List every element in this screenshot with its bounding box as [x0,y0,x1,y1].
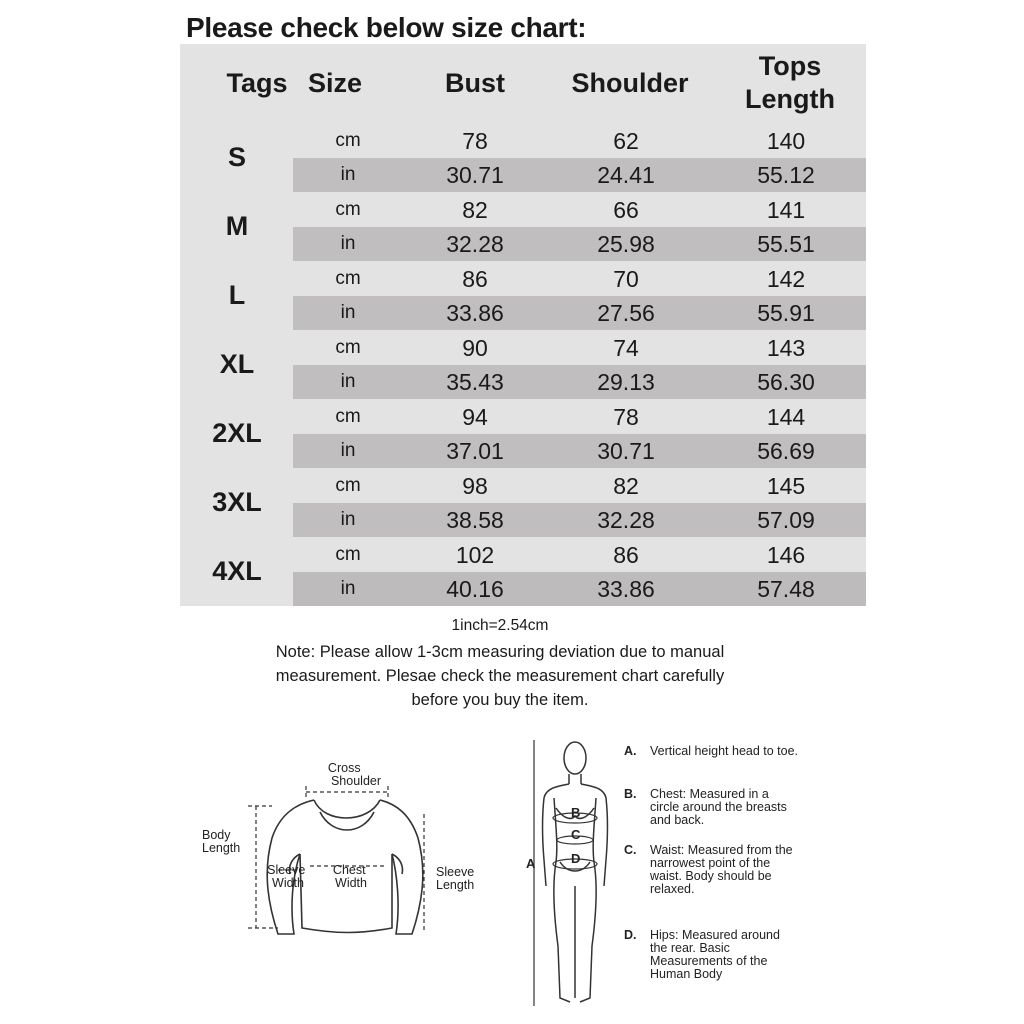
shoulder-value: 66 [613,196,639,223]
header-tags: Tags [226,67,288,98]
legend-letter: D. [624,928,637,942]
legend-text: Chest: Measured in a circle around the breasts and back. [650,787,787,827]
legend-letter: B. [624,787,637,801]
shoulder-value: 25.98 [597,230,655,257]
note-line: before you buy the item. [411,691,589,709]
tops-length-value: 57.48 [757,575,815,602]
shoulder-value: 32.28 [597,506,655,533]
unit-conversion: 1inch=2.54cm [451,617,549,634]
unit-label: in [340,440,356,461]
shoulder-value: 30.71 [597,437,655,464]
legend-text: Hips: Measured around the rear. Basic Measurements of the Human Body [650,928,780,981]
cross-shoulder-label-line: Shoulder [330,774,382,788]
table-row-in [293,434,866,468]
size-group-4xl [180,537,866,606]
size-tag: XL [219,349,255,379]
body-length-label [202,828,240,855]
sleeve-width-label-line: Width [272,876,304,890]
bust-value: 35.43 [446,368,504,395]
page-title: Please check below size chart: [186,12,587,43]
sleeve-length-label-line: Length [436,878,475,892]
tops-length-value: 144 [766,403,806,430]
shoulder-value: 74 [613,334,639,361]
header-shoulder: Shoulder [571,67,689,98]
size-group-l [180,261,866,330]
note-line: Note: Please allow 1-3cm measuring deviation due to manual [275,643,725,661]
bust-value: 32.28 [446,230,504,257]
marker-b: B [571,805,581,820]
tops-length-value: 55.51 [757,230,815,257]
unit-label: cm [335,337,361,358]
body-measurement-diagram [520,736,620,1012]
table-row-in [293,158,866,192]
size-tag: M [225,211,249,241]
bust-value: 30.71 [446,161,504,188]
size-group-xl [180,330,866,399]
tops-length-value: 57.09 [757,506,815,533]
unit-label: cm [335,544,361,565]
unit-label: in [340,302,356,323]
bust-value: 37.01 [446,437,504,464]
size-tag: 2XL [212,418,262,448]
chest-width-label-line: Chest [332,863,366,877]
tops-length-value: 55.91 [757,299,815,326]
tops-length-value: 56.69 [757,437,815,464]
unit-label: in [340,509,356,530]
bust-value: 102 [455,541,495,568]
unit-label: cm [335,130,361,151]
shoulder-value: 78 [613,403,639,430]
tops-length-value: 141 [766,196,806,223]
bust-value: 40.16 [446,575,504,602]
legend-text: Vertical height head to toe. [650,744,799,758]
unit-label: in [340,233,356,254]
size-group-m [180,192,866,261]
tops-length-value: 55.12 [757,161,815,188]
table-row-cm [293,469,866,503]
table-row-in [293,296,866,330]
cross-shoulder-label-line: Cross [327,761,361,775]
size-group-2xl [180,399,866,468]
unit-label: cm [335,268,361,289]
tops-length-value: 145 [766,472,806,499]
cross-shoulder-label [328,761,381,788]
measurement-bands [534,740,597,1006]
note-line: measurement. Plesae check the measurement chart carefully [275,667,725,685]
bust-value: 86 [462,265,488,292]
bust-value: 38.58 [446,506,504,533]
chest-width-label [333,863,369,890]
table-row-in [293,503,866,537]
shoulder-value: 33.86 [597,575,655,602]
sleeve-width-label [267,863,309,890]
sleeve-length-label-line: Sleeve [436,865,475,879]
size-tag: S [227,142,246,172]
unit-label: cm [335,199,361,220]
legend-letter: C. [624,843,637,857]
size-tag: 3XL [212,487,262,517]
bust-value: 98 [462,472,488,499]
bust-value: 33.86 [446,299,504,326]
header-tops-length: Tops Length [745,51,835,114]
table-row-cm [293,400,866,434]
shoulder-value: 24.41 [597,161,655,188]
shoulder-value: 29.13 [597,368,655,395]
legend-text: Waist: Measured from the narrowest point of the waist. Body should be relaxed. [650,843,793,896]
garment-measurement-diagram [196,758,496,958]
body-length-label-line: Length [202,841,241,855]
shoulder-value: 27.56 [597,299,655,326]
tops-length-value: 56.30 [757,368,815,395]
bust-value: 78 [462,127,488,154]
chest-width-label-line: Width [335,876,367,890]
legend-letter: A. [624,744,637,758]
human-figure [543,742,608,1002]
table-row-cm [293,124,866,158]
header-bust: Bust [445,67,505,98]
table-row-in [293,365,866,399]
tops-length-value: 140 [766,127,806,154]
sleeve-width-label-line: Sleeve [267,863,306,877]
header-size: Size [307,67,363,98]
body-length-label-line: Body [202,828,231,842]
marker-d: D [571,851,581,866]
tops-length-value: 146 [766,541,806,568]
size-group-s [180,123,866,192]
shoulder-value: 86 [613,541,639,568]
table-row-cm [293,193,866,227]
measurement-note [200,640,800,712]
tops-length-value: 143 [766,334,806,361]
unit-label: in [340,164,356,185]
shoulder-value: 70 [613,265,639,292]
marker-c: C [571,827,581,842]
bust-value: 82 [462,196,488,223]
size-tag: L [228,280,246,310]
shoulder-value: 62 [613,127,639,154]
unit-label: cm [335,406,361,427]
marker-a: A [526,856,536,871]
size-tag: 4XL [212,556,262,586]
unit-label: cm [335,475,361,496]
table-row-in [293,572,866,606]
tops-length-value: 142 [766,265,806,292]
table-row-cm [293,331,866,365]
table-row-in [293,227,866,261]
size-group-3xl [180,468,866,537]
bust-value: 90 [462,334,488,361]
table-row-cm [293,262,866,296]
table-row-cm [293,538,866,572]
bust-value: 94 [462,403,488,430]
sleeve-length-label [436,865,478,892]
shoulder-value: 82 [613,472,639,499]
unit-label: in [340,578,356,599]
unit-label: in [340,371,356,392]
size-chart-table [180,44,866,606]
